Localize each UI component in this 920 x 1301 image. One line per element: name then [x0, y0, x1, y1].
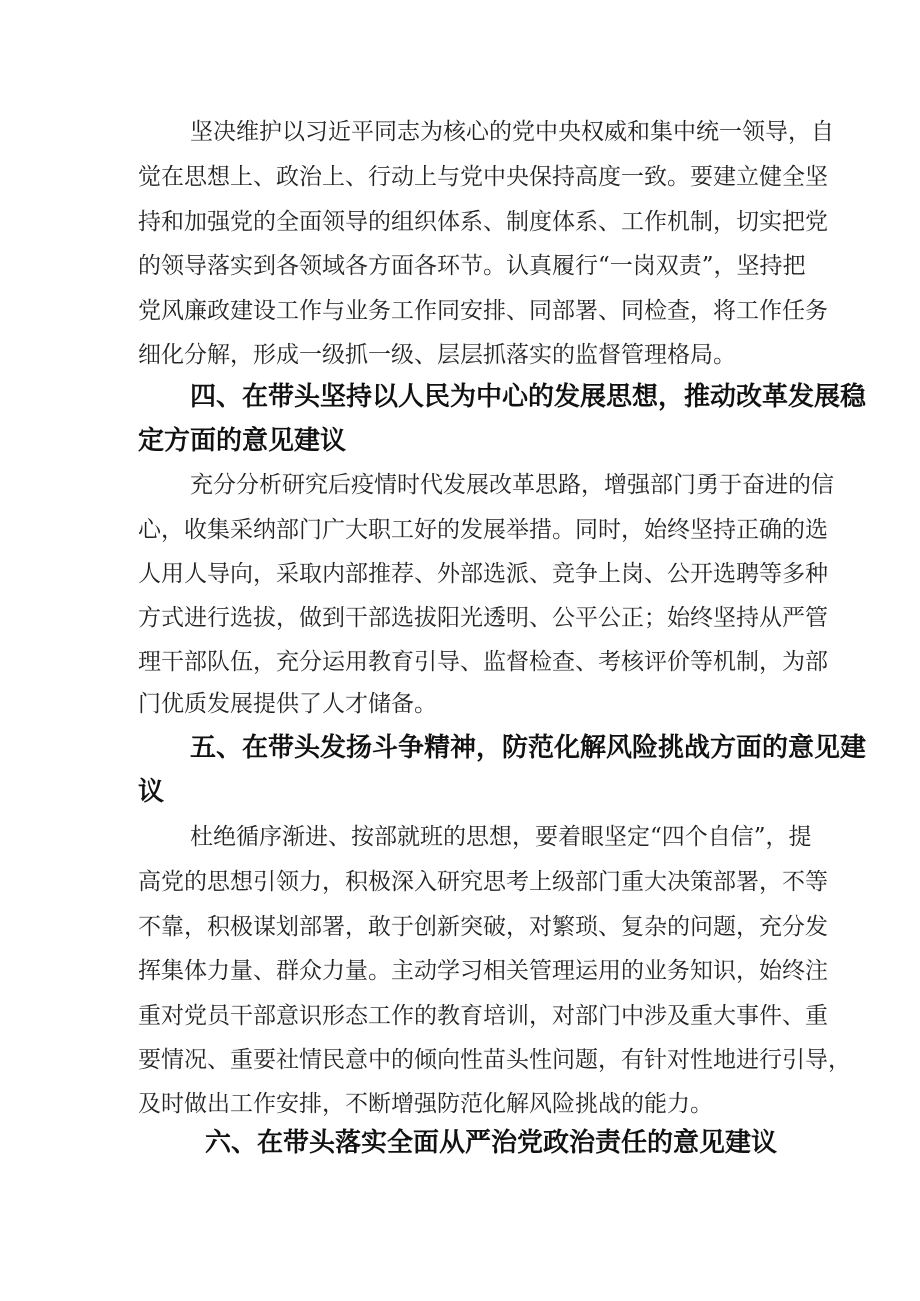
- paragraph-line: 细化分解，形成一级抓一级、层层抓落实的监督管理格局。: [138, 342, 736, 368]
- paragraph-line: 重对党员干部意识形态工作的教育培训，对部门中涉及重大事件、重: [138, 1003, 828, 1029]
- heading-line: 五、在带头发扬斗争精神，防范化解风险挑战方面的意见建: [190, 733, 867, 763]
- paragraph-line: 方式进行选拔，做到干部选拔阳光透明、公平公正；始终坚持从严管: [138, 605, 828, 631]
- heading-line: 六、在带头落实全面从严治党政治责任的意见建议: [205, 1128, 778, 1158]
- paragraph-line: 挥集体力量、群众力量。主动学习相关管理运用的业务知识，始终注: [138, 958, 828, 984]
- paragraph-line: 心，收集采纳部门广大职工好的发展举措。同时，始终坚持正确的选: [138, 517, 828, 543]
- paragraph-line: 觉在思想上、政治上、行动上与党中央保持高度一致。要建立健全坚: [138, 164, 828, 190]
- heading-line: 四、在带头坚持以人民为中心的发展思想，推动改革发展稳: [190, 382, 867, 412]
- heading-line: 议: [138, 777, 165, 807]
- paragraph-line: 及时做出工作安排，不断增强防范化解风险挑战的能力。: [138, 1091, 713, 1117]
- paragraph-line: 门优质发展提供了人才储备。: [138, 691, 437, 717]
- paragraph-line: 的领导落实到各领域各方面各环节。认真履行“一岗双责”，坚持把: [138, 253, 806, 279]
- paragraph-line: 充分分析研究后疫情时代发展改革思路，增强部门勇于奋进的信: [190, 472, 834, 498]
- paragraph-line: 坚决维护以习近平同志为核心的党中央权威和集中统一领导，自: [190, 119, 834, 145]
- paragraph-line: 要情况、重要社情民意中的倾向性苗头性问题，有针对性地进行引导，: [138, 1047, 851, 1073]
- paragraph-line: 不靠，积极谋划部署，敢于创新突破，对繁琐、复杂的问题，充分发: [138, 914, 828, 940]
- paragraph-line: 持和加强党的全面领导的组织体系、制度体系、工作机制，切实把党: [138, 209, 828, 235]
- paragraph-line: 高党的思想引领力，积极深入研究思考上级部门重大决策部署，不等: [138, 869, 828, 895]
- paragraph-line: 理干部队伍，充分运用教育引导、监督检查、考核评价等机制，为部: [138, 649, 828, 675]
- paragraph-line: 杜绝循序渐进、按部就班的思想，要着眼坚定“四个自信”，提: [190, 824, 812, 850]
- paragraph-line: 人用人导向，采取内部推荐、外部选派、竞争上岗、公开选聘等多种: [138, 561, 828, 587]
- paragraph-line: 党风廉政建设工作与业务工作同安排、同部署、同检查，将工作任务: [138, 298, 828, 324]
- heading-line: 定方面的意见建议: [138, 426, 347, 456]
